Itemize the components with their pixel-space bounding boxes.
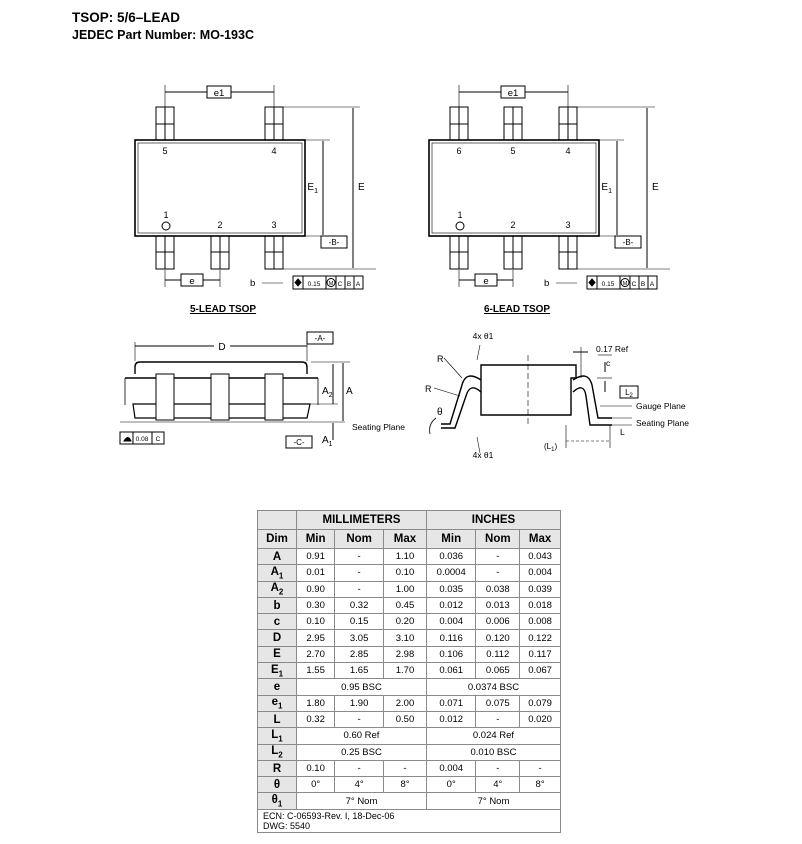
value-cell: 0.45	[384, 597, 427, 613]
pin-label: 1	[163, 210, 169, 220]
dim-cell: $L_2$	[258, 744, 297, 760]
value-cell: 0.010 BSC	[426, 744, 560, 760]
six-lead-caption: 6-LEAD TSOP	[483, 304, 551, 315]
e1-label-6: e1	[507, 88, 519, 99]
table-row	[258, 614, 561, 630]
dim-cell: E	[258, 646, 297, 662]
value-cell: 0.120	[476, 630, 520, 646]
value-cell: 0.10	[297, 614, 335, 630]
value-cell: 0.32	[297, 711, 335, 727]
table-row	[258, 630, 561, 646]
value-cell: 0°	[297, 777, 335, 793]
datum-b-6: -B-	[622, 238, 634, 247]
value-cell: -	[335, 565, 384, 581]
value-cell: 0.20	[384, 614, 427, 630]
ref-017-label: 0.17 Ref	[596, 344, 629, 354]
table-row	[258, 744, 561, 760]
pin-label: 3	[565, 220, 571, 230]
table-row	[258, 581, 561, 597]
dimensions-table	[257, 510, 561, 833]
fcf-ref-a-5: A	[355, 281, 361, 288]
value-cell: 0.106	[426, 646, 475, 662]
col-header: Nom	[335, 530, 384, 549]
theta1-bottom-label: 4x θ1	[472, 450, 494, 460]
value-cell: 0.90	[297, 581, 335, 597]
col-header: Min	[426, 530, 475, 549]
value-cell: 8°	[384, 777, 427, 793]
value-cell: 0.012	[426, 711, 475, 727]
value-cell: 0.004	[520, 565, 561, 581]
value-cell: 0.10	[384, 565, 427, 581]
value-cell: 0.075	[476, 695, 520, 711]
value-cell: -	[476, 549, 520, 565]
value-cell: 0.004	[426, 760, 475, 776]
e1-label-5: e1	[213, 88, 225, 99]
dim-cell: $A_1$	[258, 565, 297, 581]
ecn-note: ECN: C-06593-Rev. I, 18-Dec-06	[263, 810, 395, 821]
gauge-plane-label: Gauge Plane	[636, 401, 686, 411]
page-title: TSOP: 5/6–LEAD	[72, 10, 181, 25]
fcf-ref-c-5: C	[337, 281, 343, 288]
value-cell: 0.50	[384, 711, 427, 727]
fcf-mod-5: M	[328, 281, 334, 287]
value-cell: -	[335, 581, 384, 597]
D-label: D	[218, 342, 226, 353]
pin-label: 2	[510, 220, 516, 230]
value-cell: 2.98	[384, 646, 427, 662]
value-cell: 0.116	[426, 630, 475, 646]
c-label: c	[606, 358, 611, 368]
value-cell: -	[335, 711, 384, 727]
five-lead-top-view	[135, 85, 376, 289]
value-cell: -	[476, 711, 520, 727]
value-cell: 0.32	[335, 597, 384, 613]
five-lead-caption: 5-LEAD TSOP	[189, 304, 257, 315]
dim-cell: $E_1$	[258, 663, 297, 679]
A1-label: $A_1$	[322, 435, 333, 448]
pin-label: 4	[565, 146, 571, 156]
value-cell: 0.013	[476, 597, 520, 613]
value-cell: -	[335, 760, 384, 776]
value-cell: -	[476, 760, 520, 776]
fcf-tolerance-5: 0.15	[307, 281, 321, 288]
R-label-bottom: R	[425, 384, 432, 394]
value-cell: 0.067	[520, 663, 561, 679]
seating-plane-label-detail: Seating Plane	[636, 418, 689, 428]
pin-label: 3	[271, 220, 277, 230]
value-cell: 0.018	[520, 597, 561, 613]
group-header-mm: MILLIMETERS	[297, 511, 427, 530]
pin-label: 1	[457, 210, 463, 220]
theta-label: θ	[437, 407, 443, 418]
table-corner	[258, 511, 297, 530]
value-cell: 0.60 Ref	[297, 728, 427, 744]
seating-plane-label-side: Seating Plane	[352, 422, 405, 432]
dim-cell: $A_2$	[258, 581, 297, 597]
value-cell: 0.0004	[426, 565, 475, 581]
e-label-6: e	[483, 276, 489, 287]
fcf-mod-6: M	[622, 281, 628, 287]
value-cell: 2.85	[335, 646, 384, 662]
value-cell: 0.15	[335, 614, 384, 630]
dim-cell: R	[258, 760, 297, 776]
table-row	[258, 679, 561, 695]
value-cell: 0.95 BSC	[297, 679, 427, 695]
value-cell: -	[520, 760, 561, 776]
dim-cell: D	[258, 630, 297, 646]
value-cell: 0.024 Ref	[426, 728, 560, 744]
table-row	[258, 663, 561, 679]
L-label: L	[620, 427, 625, 437]
value-cell: 3.05	[335, 630, 384, 646]
value-cell: 0.038	[476, 581, 520, 597]
value-cell: 0.079	[520, 695, 561, 711]
E-label-6: E	[652, 182, 659, 193]
value-cell: 7° Nom	[426, 793, 560, 809]
value-cell: 0.10	[297, 760, 335, 776]
value-cell: 4°	[335, 777, 384, 793]
value-cell: -	[335, 549, 384, 565]
value-cell: 0°	[426, 777, 475, 793]
dim-cell: e	[258, 679, 297, 695]
six-lead-top-view	[429, 85, 670, 289]
value-cell: 0.039	[520, 581, 561, 597]
datum-a: -A-	[314, 334, 326, 343]
table-row	[258, 760, 561, 776]
flatness-tolerance: 0.08	[135, 436, 149, 443]
value-cell: 0.112	[476, 646, 520, 662]
dwg-note: DWG: 5540	[263, 820, 311, 831]
pin-label: 2	[217, 220, 223, 230]
dim-cell: θ	[258, 777, 297, 793]
col-header: Max	[384, 530, 427, 549]
jedec-part-number: JEDEC Part Number: MO-193C	[72, 28, 254, 42]
dim-cell: b	[258, 597, 297, 613]
value-cell: 0.020	[520, 711, 561, 727]
table-row	[258, 565, 561, 581]
value-cell: 1.55	[297, 663, 335, 679]
table-row	[258, 549, 561, 565]
E-label-5: E	[358, 182, 365, 193]
table-row	[258, 597, 561, 613]
value-cell: 0.91	[297, 549, 335, 565]
table-row	[258, 793, 561, 809]
pin-label: 6	[456, 146, 462, 156]
value-cell: 1.70	[384, 663, 427, 679]
table-row	[258, 711, 561, 727]
value-cell: 0.012	[426, 597, 475, 613]
b-label-6: b	[544, 278, 550, 289]
dim-cell: $e_1$	[258, 695, 297, 711]
pin-label: 5	[162, 146, 168, 156]
value-cell: 0.065	[476, 663, 520, 679]
col-header: Max	[520, 530, 561, 549]
value-cell: 1.90	[335, 695, 384, 711]
E1-label-6: $E_1$	[601, 182, 612, 195]
value-cell: 0.035	[426, 581, 475, 597]
table-row	[258, 777, 561, 793]
value-cell: 1.80	[297, 695, 335, 711]
theta1-top-label: 4x θ1	[472, 331, 494, 341]
value-cell: 7° Nom	[297, 793, 427, 809]
value-cell: 0.30	[297, 597, 335, 613]
col-header: Nom	[476, 530, 520, 549]
pin-label: 5	[510, 146, 516, 156]
e-label-5: e	[189, 276, 195, 287]
value-cell: 0.008	[520, 614, 561, 630]
fcf-ref-b-5: B	[346, 281, 352, 288]
value-cell: 2.70	[297, 646, 335, 662]
dim-cell: $\theta_1$	[258, 793, 297, 809]
value-cell: 2.95	[297, 630, 335, 646]
table-row	[258, 646, 561, 662]
value-cell: -	[384, 760, 427, 776]
fcf-ref-a-6: A	[649, 281, 655, 288]
value-cell: 0.006	[476, 614, 520, 630]
fcf-tolerance-6: 0.15	[601, 281, 615, 288]
R-label-top: R	[437, 354, 444, 364]
flatness-ref: C	[155, 436, 161, 443]
A2-label: $A_2$	[322, 386, 333, 399]
table-row	[258, 695, 561, 711]
value-cell: 0.043	[520, 549, 561, 565]
fcf-ref-b-6: B	[640, 281, 646, 288]
dim-cell: A	[258, 549, 297, 565]
value-cell: 0.117	[520, 646, 561, 662]
L1-label: $(L_1)$	[544, 442, 558, 453]
side-view	[120, 332, 350, 448]
value-cell: 0.071	[426, 695, 475, 711]
E1-label-5: $E_1$	[307, 182, 318, 195]
dim-cell: $L_1$	[258, 728, 297, 744]
value-cell: 0.122	[520, 630, 561, 646]
datum-c: -C-	[293, 438, 305, 447]
value-cell: 3.10	[384, 630, 427, 646]
value-cell: 8°	[520, 777, 561, 793]
fcf-ref-c-6: C	[631, 281, 637, 288]
col-header: Min	[297, 530, 335, 549]
value-cell: 0.004	[426, 614, 475, 630]
group-header-in: INCHES	[426, 511, 560, 530]
b-label-5: b	[250, 278, 256, 289]
value-cell: 1.10	[384, 549, 427, 565]
value-cell: 1.00	[384, 581, 427, 597]
table-footer	[258, 809, 561, 832]
value-cell: 0.061	[426, 663, 475, 679]
value-cell: 0.0374 BSC	[426, 679, 560, 695]
table-row	[258, 728, 561, 744]
value-cell: 0.25 BSC	[297, 744, 427, 760]
dim-cell: c	[258, 614, 297, 630]
dim-cell: L	[258, 711, 297, 727]
value-cell: 0.01	[297, 565, 335, 581]
dimensions-table-body	[258, 549, 561, 810]
value-cell: 4°	[476, 777, 520, 793]
value-cell: 1.65	[335, 663, 384, 679]
value-cell: 0.036	[426, 549, 475, 565]
value-cell: -	[476, 565, 520, 581]
pin-label: 4	[271, 146, 277, 156]
datum-b-5: -B-	[328, 238, 340, 247]
col-header: Dim	[258, 530, 297, 549]
A-label: A	[346, 386, 353, 397]
value-cell: 2.00	[384, 695, 427, 711]
L2-label: $L_2$	[625, 388, 633, 399]
